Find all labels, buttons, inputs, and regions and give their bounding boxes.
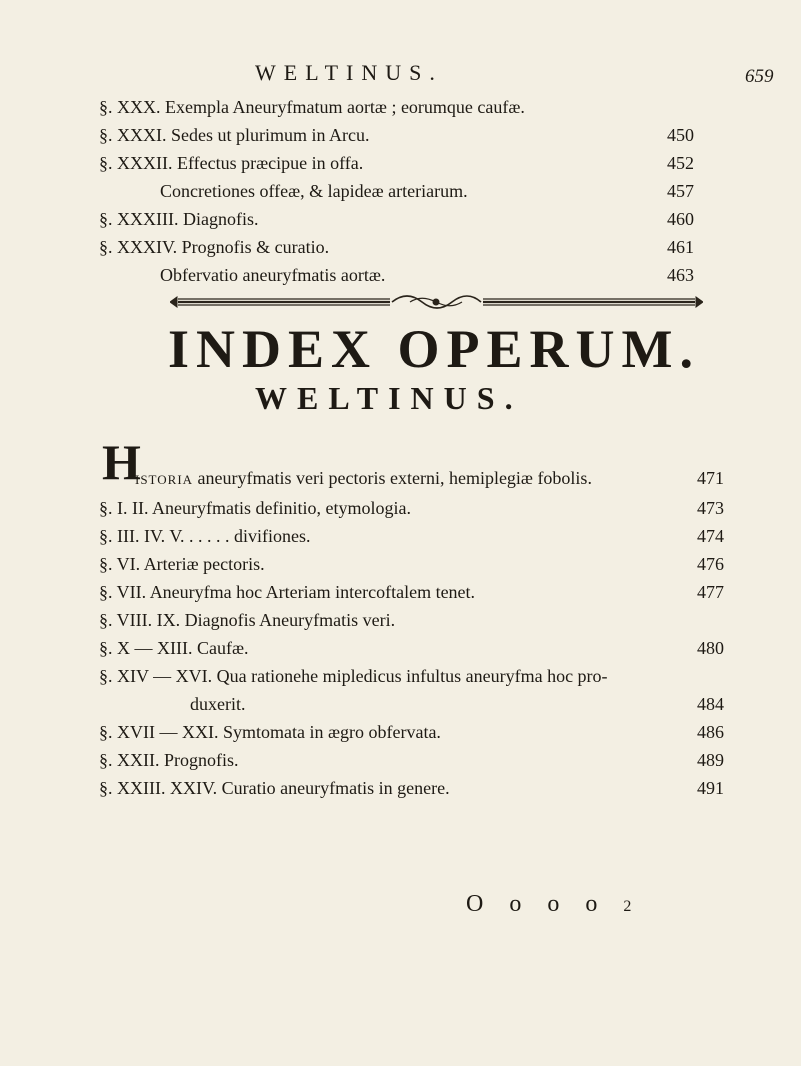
entry-page: 489 <box>697 750 724 770</box>
entry-text: Arteriæ pectoris. <box>143 554 265 574</box>
entry-text: Concretiones offeæ, & lapideæ arteriarum. <box>160 181 468 201</box>
entry-text: Effectus præcipue in offa. <box>177 153 364 173</box>
entry-section: §. XXXIV. <box>99 237 178 257</box>
entry-text: Diagnofis Aneuryfmatis veri. <box>184 610 396 630</box>
index-entry <box>99 497 724 519</box>
entry-text: Aneuryfmatis definitio, etymologia. <box>152 498 411 518</box>
running-head-title: WELTINUS. <box>255 60 443 85</box>
entry-page: 452 <box>667 153 694 173</box>
entry-section: §. XVII — XXI. <box>99 722 219 742</box>
entry-section: §. III. IV. V. <box>99 526 185 546</box>
entry-text: Curatio aneuryfmatis in genere. <box>221 778 450 798</box>
index-entry <box>99 609 717 631</box>
page-number: 659 <box>745 66 774 87</box>
entry-page: 460 <box>667 209 694 229</box>
entry-section: §. XXIII. XXIV. <box>99 778 218 798</box>
index-subtitle: WELTINUS. <box>255 380 523 416</box>
entry-section: §. VII. <box>99 582 147 602</box>
entry-page: 480 <box>697 638 724 658</box>
entry-text: Prognofis & curatio. <box>181 237 330 257</box>
catchword <box>466 891 641 918</box>
entry-section: §. XXXIII. <box>99 209 179 229</box>
entry-page: 476 <box>697 554 724 574</box>
entry-page: 477 <box>697 582 724 602</box>
index-entry <box>99 581 724 603</box>
entry-page: 474 <box>697 526 724 546</box>
entry-text: Diagnofis. <box>182 209 259 229</box>
entry-page: 461 <box>667 237 694 257</box>
signature-mark: 2 <box>623 898 642 915</box>
entry-page: 473 <box>697 498 724 518</box>
entry-text: duxerit. <box>190 694 246 714</box>
entry-page: 457 <box>667 181 694 201</box>
catchword-text: O o o o <box>466 891 608 917</box>
entry-section: §. XXX. <box>99 97 161 117</box>
entry-text: Exempla Aneuryfmatum aortæ ; eorumque caufæ. <box>165 97 525 117</box>
entry-page: 450 <box>667 125 694 145</box>
entry-text: . . . . . divifiones. <box>189 526 311 546</box>
index-entry <box>99 665 717 687</box>
entry-page: 471 <box>697 468 724 488</box>
entry-page: 491 <box>697 778 724 798</box>
entry-section: §. X — XIII. <box>99 638 193 658</box>
index-entry <box>99 553 724 575</box>
toc-entry <box>160 264 702 286</box>
toc-entry <box>99 124 702 146</box>
entry-text: Symtomata in ægro obfervata. <box>222 722 441 742</box>
entry-text: Qua rationehe mipledicus infultus aneuryfma hoc pro- <box>216 666 608 686</box>
entry-section: §. XIV — XVI. <box>99 666 213 686</box>
toc-entry <box>160 180 702 202</box>
index-title: INDEX OPERUM. <box>168 319 700 379</box>
index-entry <box>99 777 724 799</box>
running-head <box>0 42 801 87</box>
ornament-rule <box>170 293 703 311</box>
toc-entry <box>99 236 702 258</box>
entry-smallcaps-word: istoria <box>135 468 194 488</box>
toc-entry <box>99 96 525 118</box>
entry-text: Prognofis. <box>164 750 239 770</box>
index-entry <box>99 749 724 771</box>
entry-text: Obfervatio aneuryfmatis aortæ. <box>160 265 386 285</box>
entry-section: §. VI. <box>99 554 141 574</box>
entry-section: §. XXXII. <box>99 153 173 173</box>
index-entry <box>99 721 724 743</box>
index-entry-continuation <box>190 693 724 715</box>
toc-entry <box>99 152 702 174</box>
entry-text: Sedes ut plurimum in Arcu. <box>171 125 370 145</box>
index-entry <box>99 637 724 659</box>
entry-section: §. XXII. <box>99 750 160 770</box>
drop-initial: H <box>102 434 141 490</box>
entry-text: Caufæ. <box>196 638 249 658</box>
entry-page: 486 <box>697 722 724 742</box>
entry-text: aneuryfmatis veri pectoris externi, hemiplegiæ fobolis. <box>197 468 592 488</box>
entry-section: §. VIII. IX. <box>99 610 181 630</box>
entry-page: 463 <box>667 265 694 285</box>
entry-text: Aneuryfma hoc Arteriam intercoftalem tenet. <box>149 582 476 602</box>
index-entry <box>99 525 724 547</box>
entry-page: 484 <box>697 694 724 714</box>
toc-entry <box>99 208 702 230</box>
entry-section: §. XXXI. <box>99 125 167 145</box>
entry-section: §. I. II. <box>99 498 149 518</box>
index-first-entry <box>135 467 724 489</box>
